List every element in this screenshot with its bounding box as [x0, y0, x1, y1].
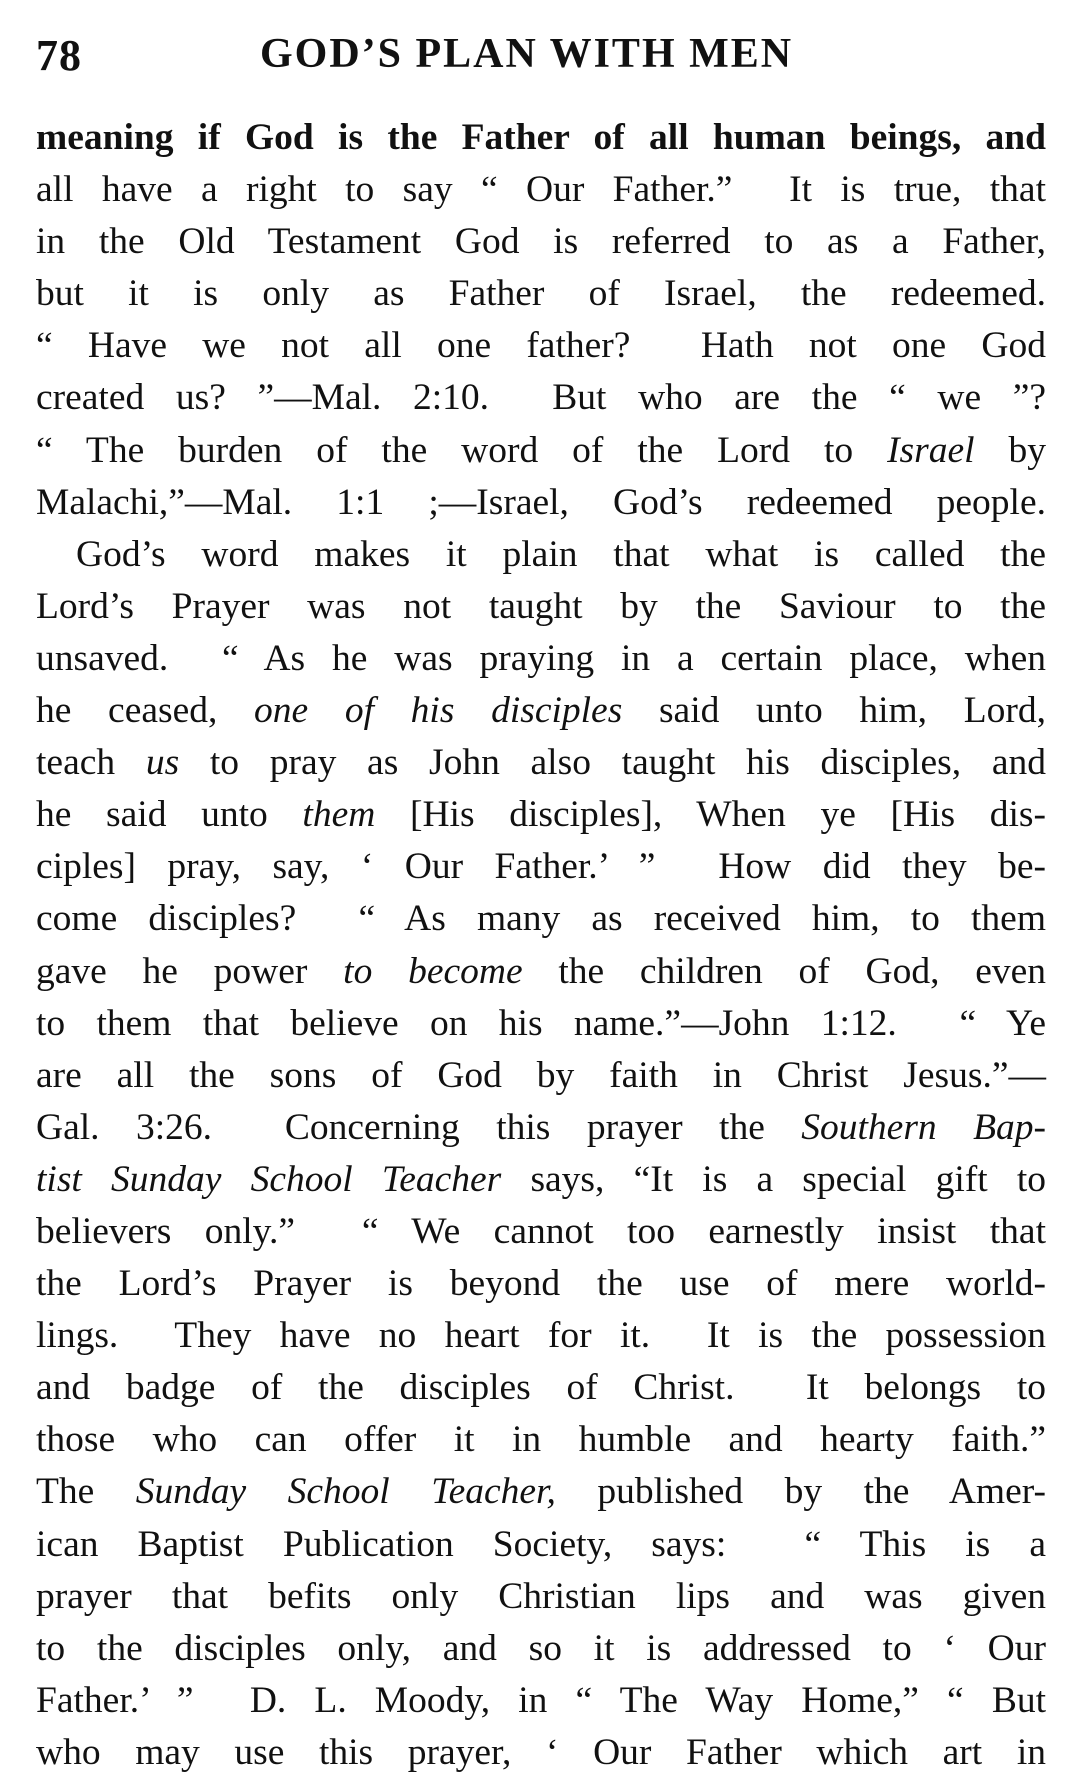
text-line [36, 529, 1046, 581]
text-segment: God’s word makes it plain that what is called the [76, 533, 1046, 575]
italic-text: one of his disciples [254, 690, 623, 732]
italic-text: us [145, 742, 180, 784]
text-line [36, 789, 1046, 841]
text-segment: says, “It is a special gift to [501, 1158, 1046, 1200]
text-segment: he said unto [36, 794, 303, 836]
text-line [36, 164, 1046, 216]
text-segment: believers only.” “ We cannot too earnestly insist that [36, 1210, 1046, 1252]
text-line [36, 1310, 1046, 1362]
text-segment: the Lord’s Prayer is beyond the use of mere world- [36, 1263, 1046, 1305]
text-segment: lings. They have no heart for it. It is the possession [36, 1315, 1046, 1357]
text-line [36, 946, 1046, 998]
text-line [36, 1154, 1046, 1206]
text-line [36, 1206, 1046, 1258]
text-segment: Lord’s Prayer was not taught by the Saviour to the [36, 585, 1046, 627]
text-segment: prayer that befits only Christian lips and was given [36, 1575, 1046, 1617]
text-segment: to the disciples only, and so it is addressed to ‘ Our [36, 1627, 1046, 1669]
page-header [36, 30, 1046, 90]
running-head: GOD’S PLAN WITH MEN [260, 31, 794, 77]
text-segment: published by the Amer- [555, 1471, 1046, 1513]
text-line [36, 1623, 1046, 1675]
text-segment: Gal. 3:26. Concerning this prayer the [36, 1106, 802, 1148]
text-line [36, 1727, 1046, 1779]
text-segment: all have a right to say “ Our Father.” It is true, that [36, 169, 1046, 211]
text-line [36, 372, 1046, 424]
text-segment: to pray as John also taught his disciples, and [179, 742, 1046, 784]
text-line [36, 998, 1046, 1050]
text-segment: Father.’ ” D. L. Moody, in “ The Way Home,” “ But [36, 1679, 1046, 1721]
text-line [36, 1414, 1046, 1466]
text-line [36, 1258, 1046, 1310]
italic-text: tist Sunday School Teacher [36, 1158, 502, 1200]
text-segment: by [974, 429, 1047, 471]
italic-text: them [302, 794, 376, 836]
text-segment: [His disciples], When ye [His dis- [375, 794, 1046, 836]
text-line [36, 841, 1046, 893]
text-segment: the children of God, even [522, 950, 1046, 992]
text-line [36, 112, 1046, 164]
text-segment: said unto him, Lord, [622, 690, 1046, 732]
page-number: 78 [36, 31, 82, 80]
text-segment: to them that believe on his name.”—John 1:12. “ Ye [36, 1002, 1046, 1044]
text-line [36, 1362, 1046, 1414]
text-segment: The [36, 1471, 136, 1513]
text-segment: ciples] pray, say, ‘ Our Father.’ ” How did they be- [36, 846, 1046, 888]
text-line [36, 893, 1046, 945]
text-segment: gave he power [36, 950, 344, 992]
italic-text: Sunday School Teacher, [135, 1471, 556, 1513]
text-segment: unsaved. “ As he was praying in a certain place, when [36, 637, 1046, 679]
italic-text: to become [343, 950, 523, 992]
text-line [36, 1466, 1046, 1518]
body-text [36, 112, 1046, 1779]
text-line [36, 320, 1046, 372]
text-segment: who may use this prayer, ‘ Our Father which art in [36, 1731, 1046, 1773]
italic-text: Israel [887, 429, 975, 471]
text-segment: in the Old Testament God is referred to as a Father, [36, 221, 1046, 263]
text-segment: he ceased, [36, 690, 255, 732]
text-line [36, 1102, 1046, 1154]
text-line [36, 1675, 1046, 1727]
text-line [36, 1050, 1046, 1102]
text-line [36, 268, 1046, 320]
text-line [36, 685, 1046, 737]
text-line [36, 216, 1046, 268]
text-line [36, 581, 1046, 633]
text-segment: and badge of the disciples of Christ. It belongs to [36, 1367, 1046, 1409]
text-segment: meaning if God is the Father of all human beings, and [36, 117, 1046, 158]
text-segment: “ The burden of the word of the Lord to [36, 429, 888, 471]
text-segment: those who can offer it in humble and hearty faith.” [36, 1419, 1046, 1461]
text-line [36, 425, 1046, 477]
text-line [36, 1519, 1046, 1571]
text-segment: come disciples? “ As many as received him, to them [36, 898, 1046, 940]
text-segment: are all the sons of God by faith in Christ Jesus.”— [36, 1054, 1046, 1096]
text-segment: but it is only as Father of Israel, the redeemed. [36, 273, 1046, 315]
text-segment: ican Baptist Publication Society, says: “ This is a [36, 1523, 1046, 1565]
text-segment: “ Have we not all one father? Hath not one God [36, 325, 1046, 367]
text-line [36, 737, 1046, 789]
text-segment: created us? ”—Mal. 2:10. But who are the “ we ”? [36, 377, 1046, 419]
text-line [36, 1571, 1046, 1623]
text-line [36, 633, 1046, 685]
text-segment: Malachi,”—Mal. 1:1 ;—Israel, God’s redeemed people. [36, 481, 1046, 523]
italic-text: Southern Bap- [801, 1106, 1046, 1148]
text-segment: teach [36, 742, 146, 784]
text-line [36, 477, 1046, 529]
